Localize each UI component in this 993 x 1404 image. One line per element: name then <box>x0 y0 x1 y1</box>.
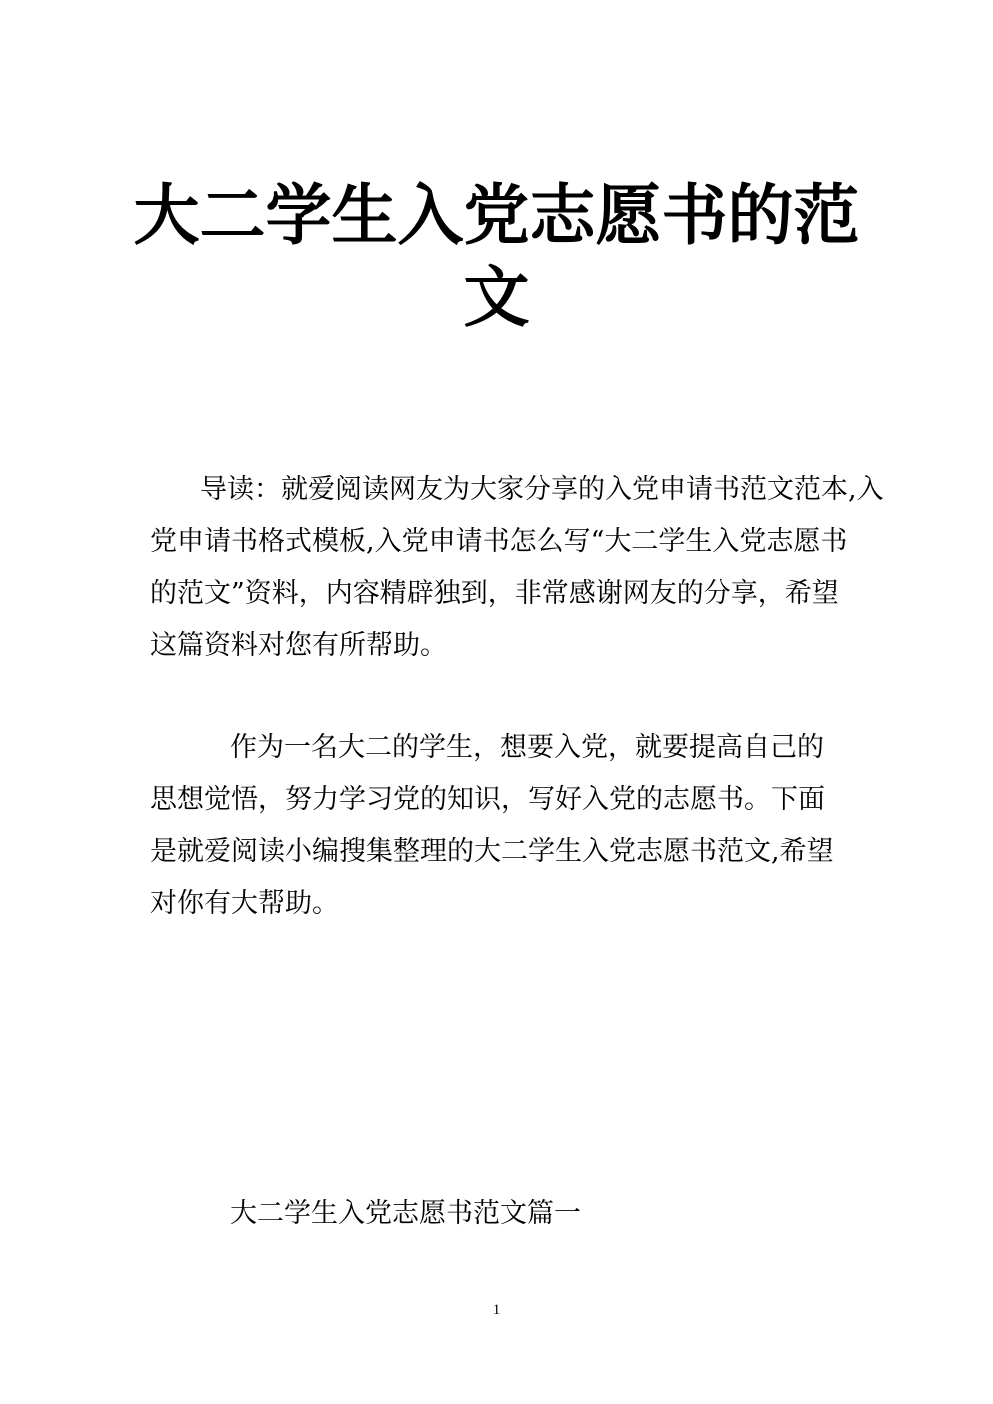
intro-line-3: 的范文”资料，内容精辟独到，非常感谢网友的分享，希望 <box>150 578 839 609</box>
body-line-4: 对你有大帮助。 <box>150 888 339 919</box>
body-line-1: 作为一名大二的学生，想要入党，就要提高自己的 <box>230 732 824 763</box>
section-heading: 大二学生入党志愿书范文篇一 <box>230 1198 581 1229</box>
document-title-line-2: 文 <box>463 259 530 336</box>
document-title-line-1: 大二学生入党志愿书的范 <box>133 177 860 254</box>
intro-line-1: 导读：就爱阅读网友为大家分享的入党申请书范文范本,入 <box>200 474 884 505</box>
intro-line-2: 党申请书格式模板,入党申请书怎么写“大二学生入党志愿书 <box>150 526 848 557</box>
body-line-3: 是就爱阅读小编搜集整理的大二学生入党志愿书范文,希望 <box>150 836 834 867</box>
intro-line-4: 这篇资料对您有所帮助。 <box>150 630 447 661</box>
page-number: 1 <box>492 1302 501 1318</box>
body-line-2: 思想觉悟，努力学习党的知识，写好入党的志愿书。下面 <box>150 784 825 815</box>
